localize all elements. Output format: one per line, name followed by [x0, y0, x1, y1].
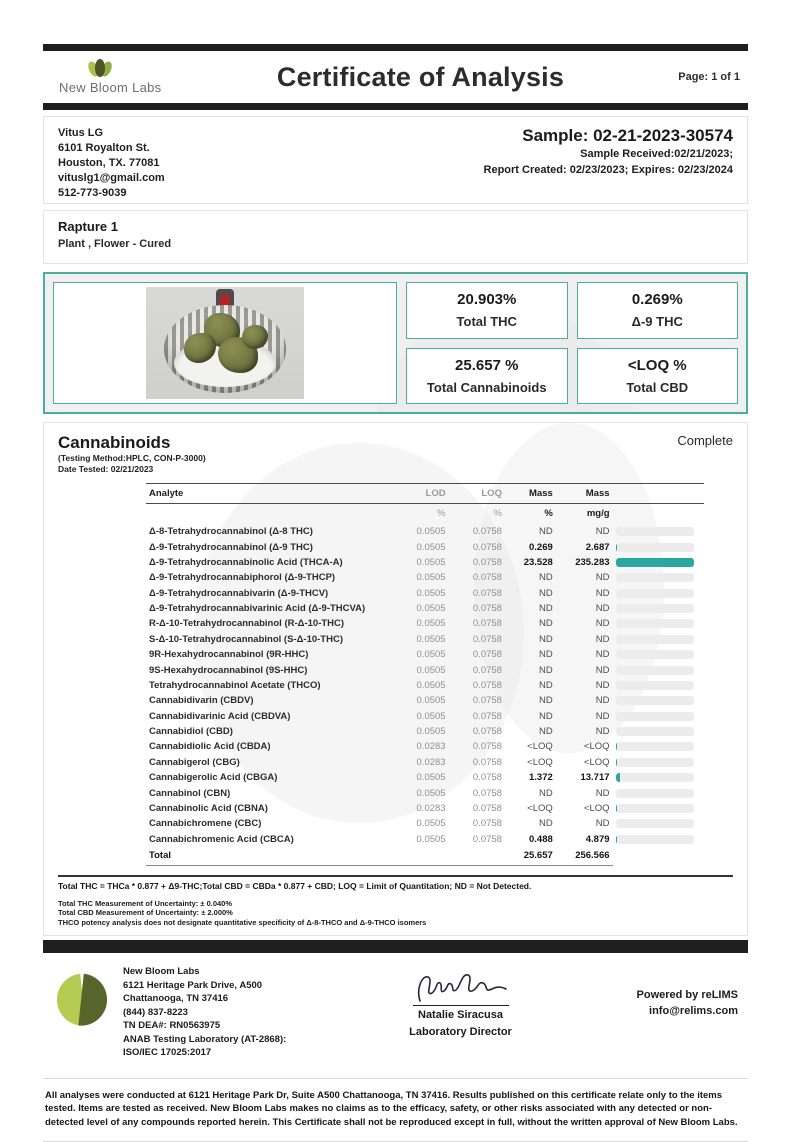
cell-mass-pct: ND — [539, 572, 553, 584]
cell-loq: 0.0758 — [472, 556, 502, 568]
total-lod — [392, 847, 448, 866]
powered-by: Powered by reLIMS — [636, 989, 738, 1002]
cell-loq: 0.0758 — [472, 526, 502, 538]
cannabinoids-panel — [43, 422, 748, 936]
cell-mass-mgg: 4.879 — [585, 833, 610, 845]
bar-fill — [616, 558, 694, 567]
cell-mass-mgg: 235.283 — [575, 556, 610, 568]
bar-fill — [616, 773, 621, 782]
bar-track — [616, 650, 694, 659]
cell-analyte: Δ-9-Tetrahydrocannabinolic Acid (THCA-A) — [149, 556, 343, 568]
thco-note: THCO potency analysis does not designate quantitative specificity of Δ-8-THCO and Δ-9-THCO isomers — [58, 917, 427, 927]
cell-mass-mgg: 2.687 — [585, 541, 610, 553]
cell-mass-mgg: ND — [595, 587, 610, 599]
table-row — [146, 678, 704, 693]
cell-analyte: Δ-9-Tetrahydrocannabivarin (Δ-9-THCV) — [149, 587, 329, 599]
col-lod: LOD — [392, 484, 448, 504]
brand-block — [47, 59, 217, 95]
col-bar — [613, 484, 704, 504]
powered-by-block — [588, 987, 738, 1019]
cell-mass-mgg: ND — [595, 526, 610, 538]
table-row — [146, 709, 704, 724]
cell-bar — [613, 555, 704, 570]
col-analyte: Analyte — [146, 484, 392, 504]
footer-divider-bar — [43, 940, 748, 953]
cell-bar — [613, 693, 704, 708]
cell-mass-mgg: ND — [595, 679, 610, 691]
testing-method: (Testing Method:HPLC, CON-P-3000) — [58, 453, 206, 463]
cell-analyte: Cannabidivarinic Acid (CBDVA) — [149, 710, 291, 722]
table-row — [146, 693, 704, 708]
cell-bar — [613, 601, 704, 616]
leaf-center-icon — [95, 59, 105, 77]
total-cbd-box — [577, 348, 739, 405]
cell-bar — [613, 816, 704, 831]
cell-mass-mgg: ND — [595, 710, 610, 722]
uncertainty-notes — [58, 899, 733, 928]
footer — [43, 953, 748, 1068]
cell-mass-pct: ND — [539, 726, 553, 738]
cell-lod: 0.0283 — [416, 802, 446, 814]
cell-mass-mgg: <LOQ — [583, 741, 610, 753]
table-row — [146, 785, 704, 800]
cell-bar — [613, 770, 704, 785]
cell-mass-pct: ND — [539, 587, 553, 599]
client-city: Houston, TX. 77081 — [58, 157, 160, 169]
cell-analyte: Cannabinol (CBN) — [149, 787, 231, 799]
cell-lod: 0.0505 — [416, 633, 446, 645]
relims-email: info@relims.com — [649, 1005, 738, 1018]
cell-bar — [613, 647, 704, 662]
cell-lod: 0.0505 — [416, 649, 446, 661]
cell-lod: 0.0505 — [416, 726, 446, 738]
total-cannabinoids-box — [406, 348, 568, 405]
table-row — [146, 524, 704, 539]
bar-track — [616, 635, 694, 644]
cell-mass-mgg: ND — [595, 572, 610, 584]
table-row — [146, 801, 704, 816]
cell-loq: 0.0758 — [472, 664, 502, 676]
cell-lod: 0.0505 — [416, 541, 446, 553]
signatory-title: Laboratory Director — [409, 1026, 512, 1039]
client-name: Vitus LG — [58, 127, 104, 139]
cell-lod: 0.0505 — [416, 556, 446, 568]
cell-loq: 0.0758 — [472, 772, 502, 784]
bar-track — [616, 712, 694, 721]
cell-analyte: Δ-8-Tetrahydrocannabinol (Δ-8 THC) — [149, 526, 313, 538]
cell-bar — [613, 755, 704, 770]
cell-loq: 0.0758 — [472, 603, 502, 615]
cell-mass-pct: <LOQ — [527, 741, 553, 753]
cell-loq: 0.0758 — [472, 649, 502, 661]
table-row — [146, 539, 704, 554]
unit-blank — [146, 504, 392, 525]
table-row — [146, 586, 704, 601]
total-cbd-value: <LOQ % — [627, 356, 687, 374]
cell-bar — [613, 678, 704, 693]
total-cbd-label: Total CBD — [626, 379, 689, 395]
table-row — [146, 662, 704, 677]
cell-mass-mgg: <LOQ — [583, 802, 610, 814]
cell-analyte: Δ-9-Tetrahydrocannabivarinic Acid (Δ-9-THCVA) — [149, 603, 366, 615]
bar-track — [616, 758, 694, 767]
bar-track — [616, 773, 694, 782]
cell-lod: 0.0505 — [416, 664, 446, 676]
table-row — [146, 739, 704, 754]
total-mass-mgg: 256.566 — [556, 847, 613, 866]
cell-loq: 0.0758 — [472, 572, 502, 584]
cell-bar — [613, 539, 704, 554]
total-thc-box — [406, 282, 568, 339]
cell-mass-pct: ND — [539, 695, 553, 707]
cell-lod: 0.0505 — [416, 679, 446, 691]
cell-mass-pct: ND — [539, 633, 553, 645]
table-header-row — [146, 484, 704, 504]
table-row — [146, 770, 704, 785]
cell-bar — [613, 524, 704, 539]
unit-loq: % — [493, 508, 502, 519]
cell-mass-pct: ND — [539, 787, 553, 799]
lab-anab: ANAB Testing Laboratory (AT-2868): — [123, 1033, 287, 1045]
bar-track — [616, 789, 694, 798]
cannabinoids-header — [58, 433, 733, 453]
cell-mass-pct: ND — [539, 818, 553, 830]
bar-fill — [616, 835, 618, 844]
client-email: vituslg1@gmail.com — [58, 172, 165, 184]
cell-analyte: 9R-Hexahydrocannabinol (9R-HHC) — [149, 649, 309, 661]
cell-mass-pct: ND — [539, 649, 553, 661]
sample-name: Rapture 1 — [58, 219, 118, 234]
cell-loq: 0.0758 — [472, 818, 502, 830]
cell-bar — [613, 632, 704, 647]
cell-bar — [613, 801, 704, 816]
unit-bar — [613, 504, 704, 525]
disclaimer-box — [43, 1078, 748, 1142]
cell-lod: 0.0505 — [416, 772, 446, 784]
total-thc-label: Total THC — [456, 314, 517, 330]
cell-mass-mgg: <LOQ — [583, 756, 610, 768]
cell-lod: 0.0505 — [416, 587, 446, 599]
unit-mass-mgg: mg/g — [586, 508, 610, 519]
signature-line — [413, 1005, 509, 1006]
unit-lod: % — [437, 508, 446, 519]
bar-fill — [616, 758, 618, 767]
table-row — [146, 647, 704, 662]
cell-analyte: Cannabichromene (CBC) — [149, 818, 262, 830]
disclaimer-text: All analyses were conducted at 6121 Heritage Park Dr, Suite A500 Chattanooga, TN 37416. Results published on this certificate relate only to the items tested. Items are tested as received. New Bloom Labs makes no claims as to the efficacy, safety, or other risks associated with any detected or non-detected level of any compounds reported herein. This Certificate shall not be reproduced except in full, without the written approval of New Bloom Labs. — [45, 1089, 738, 1128]
client-phone: 512-773-9039 — [58, 187, 127, 199]
cell-analyte: Cannabichromenic Acid (CBCA) — [149, 833, 294, 845]
total-mass-pct: 25.657 — [505, 847, 556, 866]
bar-track — [616, 573, 694, 582]
leaf-right-icon — [78, 974, 109, 1028]
lab-iso: ISO/IEC 17025:2017 — [123, 1047, 212, 1059]
cell-lod: 0.0505 — [416, 833, 446, 845]
cell-analyte: R-Δ-10-Tetrahydrocannabinol (R-Δ-10-THC) — [149, 618, 345, 630]
cell-bar — [613, 832, 704, 847]
cell-mass-mgg: ND — [595, 818, 610, 830]
bar-track — [616, 681, 694, 690]
delta9-thc-value: 0.269% — [631, 291, 683, 309]
status-badge: Complete — [677, 433, 733, 448]
signature-block — [333, 967, 588, 1038]
table-row — [146, 755, 704, 770]
cell-bar — [613, 662, 704, 677]
cell-mass-pct: ND — [539, 710, 553, 722]
client-street: 6101 Royalton St. — [58, 142, 150, 154]
thc-uncertainty: Total THC Measurement of Uncertainty: ± 0.040% — [58, 898, 233, 908]
bar-fill — [616, 742, 618, 751]
sample-meta-block — [484, 126, 733, 194]
cell-lod: 0.0505 — [416, 603, 446, 615]
cell-bar — [613, 739, 704, 754]
cell-mass-mgg: ND — [595, 664, 610, 676]
cell-bar — [613, 586, 704, 601]
sample-photo — [146, 287, 304, 399]
cell-mass-pct: 0.269 — [529, 541, 553, 553]
sample-received: Sample Received:02/21/2023; — [580, 148, 733, 160]
page-title: Certificate of Analysis — [276, 61, 565, 92]
bar-track — [616, 727, 694, 736]
total-row — [146, 847, 704, 866]
col-loq: LOQ — [449, 484, 505, 504]
top-divider-bar — [43, 44, 748, 51]
lab-dea: TN DEA#: RN0563975 — [123, 1020, 221, 1032]
cell-loq: 0.0758 — [472, 710, 502, 722]
cell-analyte: S-Δ-10-Tetrahydrocannabinol (S-Δ-10-THC) — [149, 633, 343, 645]
bar-track — [616, 527, 694, 536]
cell-lod: 0.0505 — [416, 695, 446, 707]
bar-track — [616, 666, 694, 675]
client-address-block — [58, 126, 165, 199]
cell-loq: 0.0758 — [472, 833, 502, 845]
bar-track — [616, 804, 694, 813]
cell-mass-pct: ND — [539, 526, 553, 538]
lab-info-block — [123, 965, 333, 1060]
cannabinoid-table — [146, 483, 704, 866]
cell-mass-mgg: ND — [595, 726, 610, 738]
cell-loq: 0.0758 — [472, 679, 502, 691]
table-row — [146, 555, 704, 570]
cell-analyte: Cannabidivarin (CBDV) — [149, 695, 254, 707]
table-row — [146, 601, 704, 616]
cell-loq: 0.0758 — [472, 695, 502, 707]
cell-bar — [613, 616, 704, 631]
date-tested: Date Tested: 02/21/2023 — [58, 464, 154, 474]
col-mass-pct: Mass — [505, 484, 556, 504]
cell-mass-pct: <LOQ — [527, 802, 553, 814]
footnote-block — [58, 875, 733, 928]
cell-lod: 0.0505 — [416, 787, 446, 799]
cell-lod: 0.0505 — [416, 526, 446, 538]
cell-lod: 0.0505 — [416, 572, 446, 584]
cell-loq: 0.0758 — [472, 741, 502, 753]
cell-analyte: Tetrahydrocannabinol Acetate (THCO) — [149, 679, 321, 691]
cell-mass-pct: ND — [539, 618, 553, 630]
bar-track — [616, 696, 694, 705]
cell-analyte: Cannabidiolic Acid (CBDA) — [149, 741, 271, 753]
cannabinoid-rows — [146, 524, 704, 847]
page-number-label: Page: 1 of 1 — [678, 71, 740, 83]
cell-mass-mgg: 13.717 — [580, 772, 610, 784]
header-divider-bar — [43, 103, 748, 110]
brand-name: New Bloom Labs — [59, 80, 162, 95]
lab-street: 6121 Heritage Park Drive, A500 — [123, 979, 263, 991]
cell-mass-mgg: ND — [595, 787, 610, 799]
sample-type: Plant , Flower - Cured — [58, 238, 172, 250]
bar-track — [616, 619, 694, 628]
table-row — [146, 816, 704, 831]
table-row — [146, 724, 704, 739]
cell-loq: 0.0758 — [472, 541, 502, 553]
total-cannabinoids-label: Total Cannabinoids — [426, 379, 547, 395]
cell-analyte: Cannabigerolic Acid (CBGA) — [149, 772, 278, 784]
new-bloom-labs-footer-logo-icon — [55, 973, 109, 1031]
cell-analyte: Δ-9-Tetrahydrocannabiphorol (Δ-9-THCP) — [149, 572, 336, 584]
sample-photo-frame — [53, 282, 397, 404]
bar-track — [616, 589, 694, 598]
bar-fill — [616, 804, 618, 813]
cell-lod: 0.0283 — [416, 741, 446, 753]
cell-bar — [613, 709, 704, 724]
cbd-uncertainty: Total CBD Measurement of Uncertainty: ± 2.000% — [58, 908, 233, 918]
cell-mass-pct: ND — [539, 603, 553, 615]
table-row — [146, 570, 704, 585]
cell-bar — [613, 724, 704, 739]
delta9-thc-label: Δ-9 THC — [631, 314, 683, 330]
cell-lod: 0.0505 — [416, 710, 446, 722]
total-label: Total — [146, 847, 392, 866]
signatory-name: Natalie Siracusa — [418, 1009, 503, 1022]
report-created: Report Created: 02/23/2023; Expires: 02/23/2024 — [483, 164, 733, 176]
cell-loq: 0.0758 — [472, 618, 502, 630]
results-panel — [43, 272, 748, 414]
total-bar — [613, 847, 704, 866]
bar-track — [616, 543, 694, 552]
cell-loq: 0.0758 — [472, 756, 502, 768]
client-info-panel — [43, 116, 748, 204]
lab-name: New Bloom Labs — [123, 966, 200, 978]
cell-mass-pct: ND — [539, 664, 553, 676]
section-title: Cannabinoids — [58, 433, 171, 452]
table-row — [146, 832, 704, 847]
cell-mass-pct: 0.488 — [529, 833, 553, 845]
header — [43, 51, 748, 103]
bar-fill — [616, 543, 618, 552]
cell-mass-mgg: ND — [595, 618, 610, 630]
bar-track — [616, 819, 694, 828]
cell-loq: 0.0758 — [472, 726, 502, 738]
results-grid — [406, 282, 738, 404]
cell-mass-pct: <LOQ — [527, 756, 553, 768]
cell-bar — [613, 570, 704, 585]
cell-mass-pct: 23.528 — [523, 556, 553, 568]
cell-loq: 0.0758 — [472, 787, 502, 799]
cell-lod: 0.0505 — [416, 818, 446, 830]
cell-bar — [613, 785, 704, 800]
cell-mass-pct: ND — [539, 679, 553, 691]
cell-mass-pct: 1.372 — [529, 772, 553, 784]
calculation-footnote: Total THC = THCa * 0.877 + Δ9-THC;Total CBD = CBDa * 0.877 + CBD; LOQ = Limit of Quantitation; ND = Not Detected. — [58, 880, 532, 891]
sample-id: Sample: 02-21-2023-30574 — [522, 126, 733, 145]
col-mass-mgg: Mass — [556, 484, 613, 504]
cell-analyte: Cannabinolic Acid (CBNA) — [149, 802, 268, 814]
cell-loq: 0.0758 — [472, 587, 502, 599]
cell-analyte: Δ-9-Tetrahydrocannabinol (Δ-9 THC) — [149, 541, 313, 553]
total-loq — [449, 847, 505, 866]
cell-mass-mgg: ND — [595, 603, 610, 615]
bar-track — [616, 835, 694, 844]
sample-name-panel — [43, 210, 748, 264]
delta9-thc-box — [577, 282, 739, 339]
lab-city: Chattanooga, TN 37416 — [123, 993, 229, 1005]
cell-loq: 0.0758 — [472, 802, 502, 814]
cell-lod: 0.0283 — [416, 756, 446, 768]
cell-loq: 0.0758 — [472, 633, 502, 645]
cell-mass-mgg: ND — [595, 649, 610, 661]
cell-analyte: Cannabigerol (CBG) — [149, 756, 240, 768]
cell-analyte: 9S-Hexahydrocannabinol (9S-HHC) — [149, 664, 308, 676]
bar-track — [616, 742, 694, 751]
total-thc-value: 20.903% — [457, 291, 517, 309]
lab-phone: (844) 837-8223 — [123, 1006, 188, 1018]
cell-analyte: Cannabidiol (CBD) — [149, 726, 233, 738]
units-row — [146, 504, 704, 525]
bar-track — [616, 604, 694, 613]
bar-track — [616, 558, 694, 567]
total-cannabinoids-value: 25.657 % — [455, 356, 519, 374]
new-bloom-labs-logo-icon — [87, 59, 113, 79]
cell-mass-mgg: ND — [595, 695, 610, 707]
unit-mass-pct: % — [544, 508, 553, 519]
cell-lod: 0.0505 — [416, 618, 446, 630]
table-row — [146, 616, 704, 631]
cell-mass-mgg: ND — [595, 633, 610, 645]
certificate-page — [43, 0, 748, 1142]
table-row — [146, 632, 704, 647]
